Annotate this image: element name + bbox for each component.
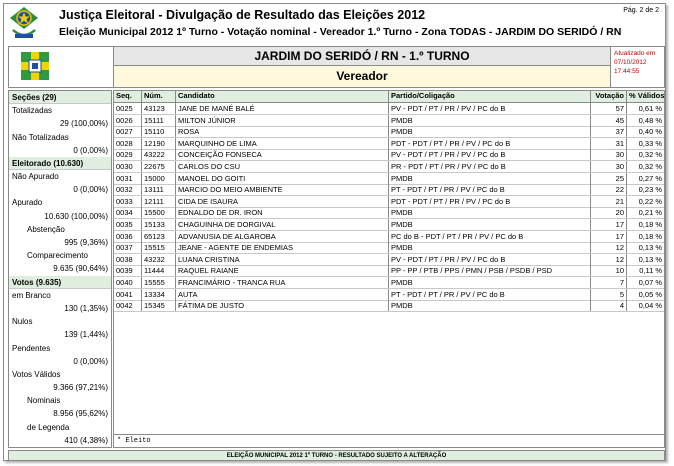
- city-title: JARDIM DO SERIDÓ / RN - 1.º TURNO: [113, 47, 611, 66]
- row-candidate: MANOEL DO GOITI: [176, 173, 389, 184]
- row-candidate: CONCEIÇÃO FONSECA: [176, 149, 389, 160]
- row-num: 15133: [142, 219, 176, 230]
- row-seq: 0039: [114, 265, 142, 276]
- table-row: [114, 184, 664, 196]
- row-num: 13334: [142, 289, 176, 300]
- row-percent: 0,18 %: [638, 220, 662, 229]
- votos-header: Votos (9.635): [9, 276, 111, 289]
- row-votes: 10: [591, 265, 627, 276]
- row-votes: 4: [591, 300, 627, 311]
- col-seq: Seq.: [114, 91, 142, 102]
- row-percent: 0,13 %: [638, 243, 662, 253]
- row-seq: 0040: [114, 277, 142, 288]
- row-votes: 31: [591, 138, 627, 149]
- row-votes: 17: [591, 219, 627, 230]
- row-percent: 0,32 %: [638, 162, 662, 171]
- row-seq: 0035: [114, 219, 142, 230]
- row-seq: 0036: [114, 231, 142, 242]
- col-num: Núm.: [142, 91, 176, 102]
- table-row: [114, 149, 664, 161]
- report-header: [4, 4, 665, 44]
- row-party: PMDB: [389, 115, 591, 126]
- row-party: PMDB: [389, 300, 591, 311]
- elected-legend: * Eleito: [113, 435, 665, 448]
- row-percent: 0,48 %: [638, 115, 662, 125]
- row-percent: 0,23 %: [638, 185, 662, 195]
- row-num: 43232: [142, 254, 176, 265]
- row-candidate: RAQUEL RAIANE: [176, 265, 389, 276]
- comparecimento-label: Comparecimento: [27, 251, 88, 261]
- row-candidate: FRANCIMÁRIO - TRANCA RUA: [176, 277, 389, 288]
- row-votes: 21: [591, 196, 627, 207]
- row-seq: 0031: [114, 173, 142, 184]
- branco-value: 130 (1,35%): [64, 303, 108, 313]
- comparecimento-value: 9.635 (90,64%): [53, 264, 108, 274]
- row-votes: 22: [591, 184, 627, 195]
- row-num: 12190: [142, 138, 176, 149]
- row-party: PP - PP / PTB / PPS / PMN / PSB / PSDB / PSD: [389, 265, 591, 276]
- row-percent: 0,32 %: [638, 150, 662, 160]
- row-percent: 0,22 %: [638, 196, 662, 206]
- apurado-value: 10.630 (100,00%): [44, 211, 108, 221]
- row-seq: 0041: [114, 289, 142, 300]
- report-page: [3, 3, 666, 461]
- row-votes: 57: [591, 103, 627, 114]
- row-percent: 0,61 %: [638, 104, 662, 113]
- row-seq: 0026: [114, 115, 142, 126]
- row-percent: 0,13 %: [638, 254, 662, 264]
- city-banner: [8, 46, 665, 88]
- row-party: PMDB: [389, 277, 591, 288]
- row-seq: 0025: [114, 103, 142, 114]
- col-party: Partido/Coligação: [389, 91, 591, 102]
- row-num: 15110: [142, 126, 176, 137]
- row-candidate: LUANA CRISTINA: [176, 254, 389, 265]
- last-updated: Atualizado em 07/10/2012 17:44:55: [614, 50, 656, 75]
- table-row: [114, 300, 664, 312]
- row-seq: 0032: [114, 184, 142, 195]
- row-party: PV - PDT / PT / PR / PV / PC do B: [389, 103, 591, 114]
- row-votes: 5: [591, 289, 627, 300]
- table-row: [114, 161, 664, 173]
- row-seq: 0033: [114, 196, 142, 207]
- table-row: [114, 196, 664, 208]
- page-number: Pág. 2 de 2: [623, 7, 659, 14]
- row-votes: 17: [591, 231, 627, 242]
- row-num: 12111: [142, 196, 176, 207]
- row-votes: 30: [591, 149, 627, 160]
- col-votes: Votação: [591, 91, 627, 102]
- row-candidate: MILTON JÚNIOR: [176, 115, 389, 126]
- nao-apurado-value: 0 (0,00%): [73, 185, 108, 195]
- brazil-coat-of-arms-icon: [9, 6, 39, 41]
- table-row: [114, 138, 664, 150]
- row-votes: 30: [591, 161, 627, 172]
- nominais-label: Nominais: [27, 396, 61, 406]
- eleitorado-header: Eleitorado (10.630): [9, 157, 111, 170]
- row-num: 22675: [142, 161, 176, 172]
- row-percent: 0,40 %: [638, 127, 662, 137]
- table-row: [114, 242, 664, 254]
- abstencao-value: 995 (9,36%): [64, 238, 108, 248]
- row-candidate: JEANE - AGENTE DE ENDEMIAS: [176, 242, 389, 253]
- row-num: 15500: [142, 207, 176, 218]
- report-title: Justiça Eleitoral - Divulgação de Resultado das Eleições 2012: [59, 8, 426, 22]
- table-row: [114, 254, 664, 266]
- totalizadas-label: Totalizadas: [12, 106, 53, 116]
- table-header: [114, 91, 664, 103]
- row-num: 15345: [142, 300, 176, 311]
- report-subtitle: Eleição Municipal 2012 1º Turno - Votação nominal - Vereador 1.º Turno - Zona TODAS - JARDIM DO SERIDÓ / RN: [59, 26, 622, 38]
- table-row: [114, 277, 664, 289]
- pendentes-label: Pendentes: [12, 343, 51, 353]
- row-num: 15000: [142, 173, 176, 184]
- col-percent: % Válidos: [629, 91, 664, 100]
- row-party: PDT - PDT / PT / PR / PV / PC do B: [389, 138, 591, 149]
- nominais-value: 8.956 (95,62%): [53, 409, 108, 419]
- table-row: [114, 207, 664, 219]
- row-percent: 0,11 %: [639, 266, 662, 276]
- nao-apurado-label: Não Apurado: [12, 172, 59, 182]
- row-party: PT - PDT / PT / PR / PV / PC do B: [389, 184, 591, 195]
- table-row: [114, 289, 664, 301]
- table-row: [114, 103, 664, 115]
- table-row: [114, 231, 664, 243]
- nulos-label: Nulos: [12, 317, 33, 327]
- row-candidate: EDNALDO DE DR. IRON: [176, 207, 389, 218]
- validos-value: 9.366 (97,21%): [53, 383, 108, 393]
- row-party: PT - PDT / PT / PR / PV / PC do B: [389, 289, 591, 300]
- row-num: 43222: [142, 149, 176, 160]
- table-row: [114, 115, 664, 127]
- row-percent: 0,05 %: [638, 289, 662, 299]
- row-num: 11444: [142, 265, 176, 276]
- row-votes: 7: [591, 277, 627, 288]
- row-num: 13111: [142, 184, 176, 195]
- row-candidate: JANE DE MANÉ BALÉ: [176, 103, 389, 114]
- nao-totalizadas-label: Não Totalizadas: [12, 132, 69, 142]
- apurado-label: Apurado: [12, 198, 43, 208]
- row-party: PR - PDT / PT / PR / PV / PC do B: [389, 161, 591, 172]
- row-candidate: MARCIO DO MEIO AMBIENTE: [176, 184, 389, 195]
- row-seq: 0042: [114, 300, 142, 311]
- row-seq: 0034: [114, 207, 142, 218]
- page-footer: ELEIÇÃO MUNICIPAL 2012 1º TURNO - RESULTADO SUJEITO A ALTERAÇÃO: [8, 450, 665, 461]
- row-percent: 0,33 %: [638, 138, 662, 148]
- row-party: PMDB: [389, 126, 591, 137]
- legenda-value: 410 (4,38%): [64, 435, 108, 445]
- row-party: PMDB: [389, 242, 591, 253]
- table-row: [114, 126, 664, 138]
- col-candidate: Candidato: [176, 91, 389, 102]
- row-party: PMDB: [389, 207, 591, 218]
- row-percent: 0,21 %: [638, 208, 662, 218]
- row-candidate: CHAGUINHA DE DORGIVAL: [176, 219, 389, 230]
- row-seq: 0027: [114, 126, 142, 137]
- results-table: [113, 90, 665, 435]
- row-votes: 20: [591, 207, 627, 218]
- nao-totalizadas-value: 0 (0,00%): [73, 145, 108, 155]
- row-votes: 37: [591, 126, 627, 137]
- municipal-flag-icon: [21, 52, 49, 80]
- row-seq: 0030: [114, 161, 142, 172]
- row-percent: 0,07 %: [638, 278, 662, 287]
- nulos-value: 139 (1,44%): [64, 330, 108, 340]
- row-candidate: FÁTIMA DE JUSTO: [176, 300, 389, 311]
- row-num: 15555: [142, 277, 176, 288]
- row-seq: 0037: [114, 242, 142, 253]
- row-num: 43123: [142, 103, 176, 114]
- row-num: 65123: [142, 231, 176, 242]
- abstencao-label: Abstenção: [27, 224, 65, 234]
- validos-label: Votos Válidos: [12, 369, 61, 379]
- row-votes: 45: [591, 115, 627, 126]
- row-party: PV - PDT / PT / PR / PV / PC do B: [389, 149, 591, 160]
- row-party: PDT - PDT / PT / PR / PV / PC do B: [389, 196, 591, 207]
- legenda-label: de Legenda: [27, 422, 70, 432]
- row-candidate: AUTA: [176, 289, 389, 300]
- row-candidate: CARLOS DO CSU: [176, 161, 389, 172]
- row-votes: 12: [591, 242, 627, 253]
- office-title: Vereador: [113, 66, 611, 87]
- summary-panel: [8, 90, 112, 448]
- row-num: 15515: [142, 242, 176, 253]
- row-seq: 0028: [114, 138, 142, 149]
- row-num: 15111: [142, 115, 176, 126]
- row-candidate: ADVANUSIA DE ALGAROBA: [176, 231, 389, 242]
- branco-label: em Branco: [12, 290, 51, 300]
- row-seq: 0038: [114, 254, 142, 265]
- row-party: PV - PDT / PT / PR / PV / PC do B: [389, 254, 591, 265]
- table-row: [114, 173, 664, 185]
- table-row: [114, 219, 664, 231]
- row-candidate: CIDA DE ISAURA: [176, 196, 389, 207]
- row-party: PC do B - PDT / PT / PR / PV / PC do B: [389, 231, 591, 242]
- row-candidate: MARQUINHO DE LIMA: [176, 138, 389, 149]
- row-percent: 0,27 %: [638, 173, 662, 183]
- row-seq: 0029: [114, 149, 142, 160]
- row-votes: 12: [591, 254, 627, 265]
- row-votes: 25: [591, 173, 627, 184]
- row-percent: 0,18 %: [638, 231, 662, 241]
- pendentes-value: 0 (0,00%): [73, 356, 108, 366]
- table-row: [114, 265, 664, 277]
- row-percent: 0,04 %: [638, 301, 662, 311]
- row-party: PMDB: [389, 173, 591, 184]
- secoes-header: Seções (29): [9, 91, 111, 104]
- row-party: PMDB: [389, 219, 591, 230]
- row-candidate: ROSA: [176, 126, 389, 137]
- totalizadas-value: 29 (100,00%): [59, 119, 108, 129]
